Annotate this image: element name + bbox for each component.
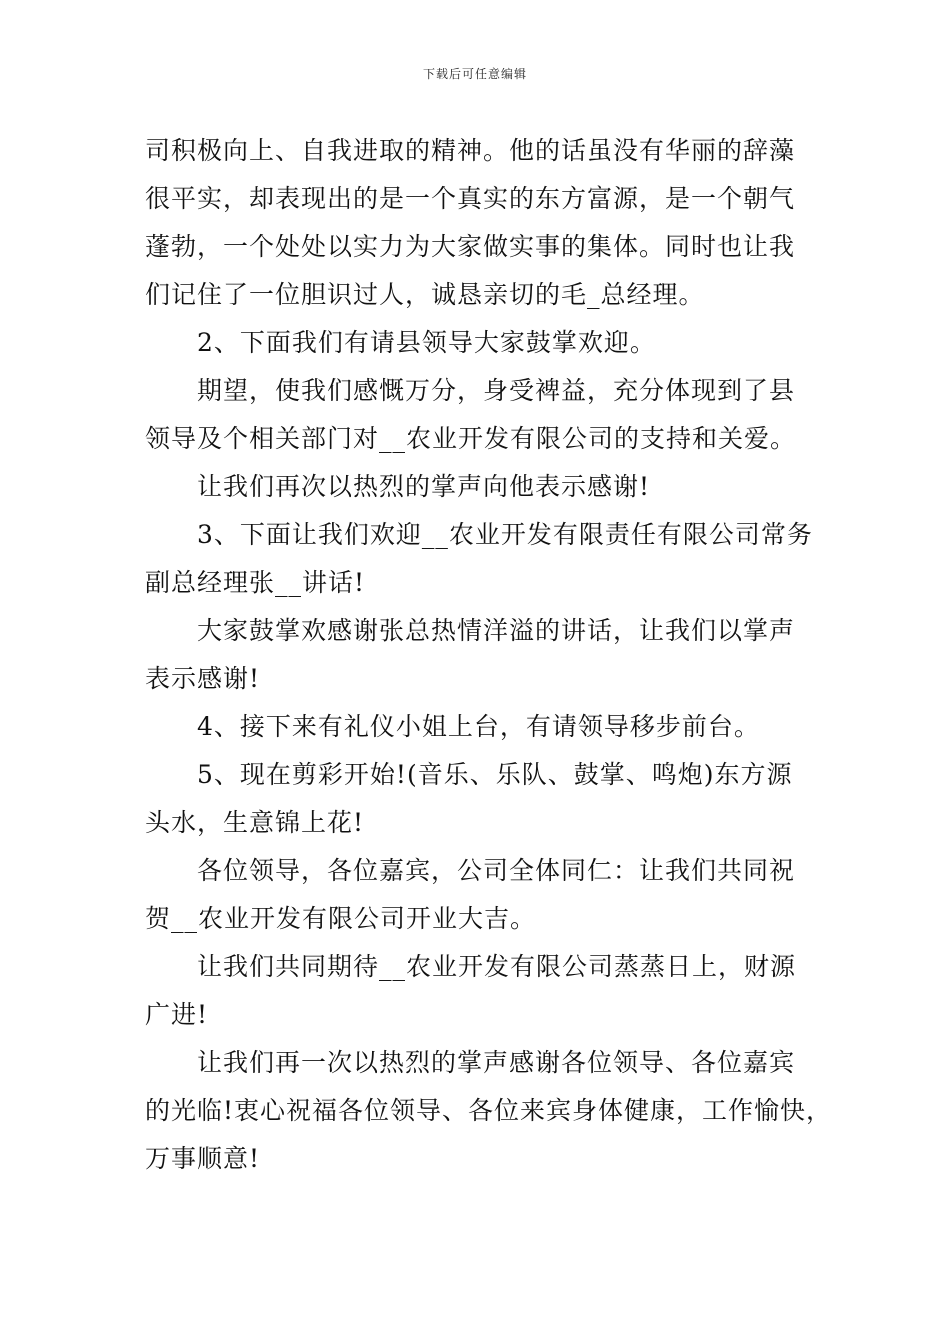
- paragraph-11: [145, 1039, 833, 1183]
- paragraph-line: 让我们共同期待__农业开发有限公司蒸蒸日上，财源: [197, 952, 797, 981]
- paragraph-line: 万事顺意!: [145, 1144, 261, 1173]
- paragraph-10: [145, 943, 821, 1039]
- paragraph-line: 领导及个相关部门对__农业开发有限公司的支持和关爱。: [145, 424, 797, 453]
- paragraph-line: 副总经理张__讲话!: [145, 568, 366, 597]
- paragraph-8: [145, 751, 821, 847]
- paragraph-5: [145, 511, 821, 607]
- paragraph-line: 很平实，却表现出的是一个真实的东方富源，是一个朝气: [145, 184, 796, 213]
- paragraph-line: 贺__农业开发有限公司开业大吉。: [145, 904, 537, 933]
- paragraph-line: 司积极向上、自我进取的精神。他的话虽没有华丽的辞藻: [145, 136, 796, 165]
- paragraph-line: 3、下面让我们欢迎__农业开发有限责任有限公司常务: [197, 520, 813, 549]
- paragraph-line: 蓬勃，一个处处以实力为大家做实事的集体。同时也让我: [145, 232, 796, 261]
- paragraph-line: 大家鼓掌欢感谢张总热情洋溢的讲话，让我们以掌声: [197, 616, 796, 645]
- paragraph-line: 2、下面我们有请县领导大家鼓掌欢迎。: [197, 328, 656, 357]
- paragraph-2: [145, 319, 821, 367]
- paragraph-line: 们记住了一位胆识过人，诚恳亲切的毛_总经理。: [145, 280, 705, 309]
- paragraph-line: 5、现在剪彩开始!(音乐、乐队、鼓掌、鸣炮)东方源: [197, 760, 793, 789]
- paragraph-9: [145, 847, 821, 943]
- document-body: [145, 127, 833, 1183]
- paragraph-line: 各位领导，各位嘉宾，公司全体同仁：让我们共同祝: [197, 856, 796, 885]
- paragraph-line: 的光临!衷心祝福各位领导、各位来宾身体健康，工作愉快，: [145, 1096, 833, 1125]
- paragraph-7: [145, 703, 821, 751]
- paragraph-6: [145, 607, 821, 703]
- paragraph-line: 头水，生意锦上花!: [145, 808, 365, 837]
- paragraph-1: [145, 127, 821, 319]
- paragraph-line: 表示感谢!: [145, 664, 261, 693]
- paragraph-4: [145, 463, 821, 511]
- paragraph-3: [145, 367, 821, 463]
- paragraph-line: 期望，使我们感慨万分，身受裨益，充分体现到了县: [197, 376, 796, 405]
- paragraph-line: 让我们再一次以热烈的掌声感谢各位领导、各位嘉宾: [197, 1048, 796, 1077]
- paragraph-line: 让我们再次以热烈的掌声向他表示感谢!: [197, 472, 651, 501]
- paragraph-line: 广进!: [145, 1000, 209, 1029]
- page-header-note: 下载后可任意编辑: [422, 67, 527, 81]
- paragraph-line: 4、接下来有礼仪小姐上台，有请领导移步前台。: [197, 712, 760, 741]
